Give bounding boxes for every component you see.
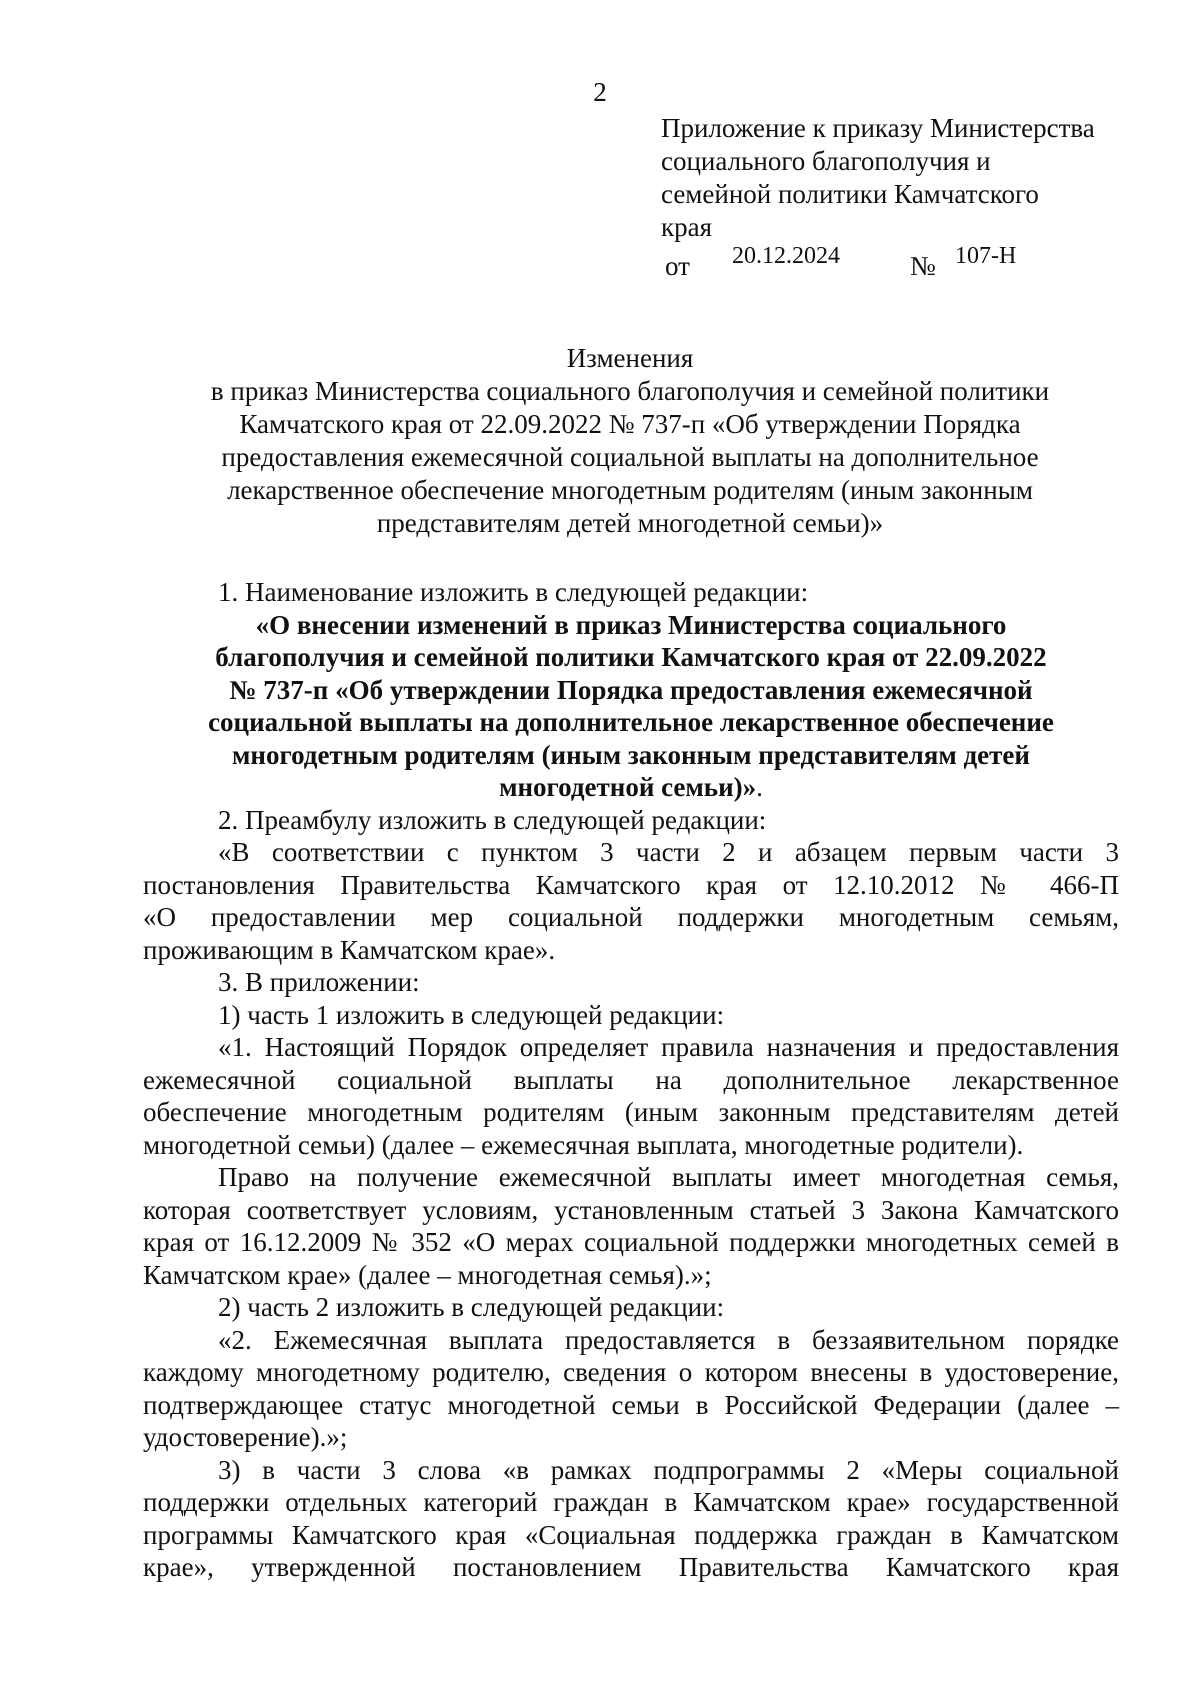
- date-from-label: от: [665, 251, 690, 281]
- new-title-line: № 737-п «Об утверждении Порядка предоставления ежемесячной: [229, 674, 1033, 705]
- part3-line: 3) в части 3 слова «в рамках подпрограммы 2 «Меры социальной: [218, 1454, 1119, 1485]
- appendix-line: края: [661, 212, 713, 242]
- order-date-number-row: [665, 243, 1125, 283]
- new-title-line: благополучия и семейной политики Камчатского края от 22.09.2022: [215, 642, 1047, 672]
- new-title-period: .: [756, 772, 763, 802]
- order-date: 20.12.2024: [732, 243, 840, 269]
- preamble-line: постановления Правительства Камчатского края от 12.10.2012 № 466-П: [143, 869, 1119, 900]
- part1-line: многодетной семьи) (далее – ежемесячная выплата, многодетные родители).: [143, 1129, 1024, 1160]
- heading-title: Изменения: [566, 343, 694, 373]
- part2-quote: [143, 1324, 1119, 1454]
- right-line: Камчатском крае» (далее – многодетная семья).»;: [143, 1259, 712, 1290]
- heading-line: в приказ Министерства социального благополучия и семейной политики: [210, 376, 1050, 406]
- new-title-line: социальной выплаты на дополнительное лекарственное обеспечение: [208, 707, 1054, 737]
- document-body: [143, 576, 1119, 1584]
- appendix-line: социального благополучия и: [661, 146, 991, 176]
- heading-line: Камчатского края от 22.09.2022 № 737-п «Об утверждении Порядка: [239, 409, 1021, 439]
- preamble-quote: [143, 836, 1119, 966]
- part3-line: поддержки отдельных категорий граждан в Камчатском крае» государственной: [143, 1487, 1119, 1517]
- new-title-block: [143, 609, 1119, 804]
- preamble-line: «О предоставлении мер социальной поддержки многодетным семьям,: [143, 902, 1119, 932]
- part1-line: «1. Настоящий Порядок определяет правила назначения и предоставления: [218, 1032, 1119, 1062]
- appendix-line: Приложение к приказу Министерства: [661, 113, 1095, 143]
- right-line: которая соответствует условиям, установленным статьей 3 Закона Камчатского: [143, 1194, 1119, 1225]
- number-sign: №: [910, 251, 936, 281]
- subitem-3-3: [143, 1454, 1119, 1584]
- new-title-line: «О внесении изменений в приказ Министерства социального: [255, 609, 1007, 640]
- new-title-line-last: [143, 771, 1119, 804]
- right-line: Право на получение ежемесячной выплаты имеет многодетная семья,: [218, 1162, 1119, 1192]
- part3-line: крае», утвержденной постановлением Правительства Камчатского края: [143, 1552, 1119, 1582]
- part1-line: ежемесячной социальной выплаты на дополнительное лекарственное: [143, 1064, 1119, 1095]
- paragraph-item-1: 1. Наименование изложить в следующей редакции:: [218, 577, 809, 607]
- part3-line: программы Камчатского края «Социальная поддержка граждан в Камчатском: [143, 1519, 1119, 1550]
- heading-line: лекарственное обеспечение многодетным родителям (иным законным: [227, 475, 1033, 505]
- appendix-line: семейной политики Камчатского: [661, 179, 1039, 209]
- part2-line: «2. Ежемесячная выплата предоставляется в беззаявительном порядке: [218, 1324, 1119, 1355]
- heading-line: предоставления ежемесячной социальной выплаты на дополнительное: [221, 442, 1039, 472]
- preamble-line: проживающим в Камчатском крае».: [143, 934, 556, 965]
- paragraph-item-2: 2. Преамбулу изложить в следующей редакции:: [218, 804, 767, 835]
- new-title-last-text: многодетной семьи)»: [499, 772, 757, 802]
- part2-line: каждому многодетному родителю, сведения о котором внесены в удостоверение,: [143, 1357, 1119, 1387]
- document-heading: [140, 342, 1120, 540]
- subitem-3-1: 1) часть 1 изложить в следующей редакции:: [218, 999, 725, 1030]
- page-number: 2: [593, 77, 607, 107]
- preamble-line: «В соответствии с пунктом 3 части 2 и абзацем первым части 3: [218, 837, 1119, 867]
- part1-line: обеспечение многодетным родителям (иным законным представителям детей: [143, 1097, 1119, 1127]
- heading-line: представителям детей многодетной семьи)»: [376, 508, 884, 538]
- right-paragraph: [143, 1161, 1119, 1291]
- part2-line: подтверждающее статус многодетной семьи в Российской Федерации (далее –: [143, 1389, 1119, 1420]
- right-line: края от 16.12.2009 № 352 «О мерах социальной поддержки многодетных семей в: [143, 1227, 1119, 1257]
- order-number: 107-Н: [955, 243, 1017, 269]
- new-title-line: многодетным родителям (иным законным представителям детей: [232, 739, 1030, 770]
- part2-line: удостоверение).»;: [143, 1422, 348, 1452]
- part1-quote: [143, 1031, 1119, 1161]
- paragraph-item-3: 3. В приложении:: [218, 967, 420, 997]
- subitem-3-2: 2) часть 2 изложить в следующей редакции:: [218, 1292, 725, 1322]
- appendix-block: [661, 112, 1131, 244]
